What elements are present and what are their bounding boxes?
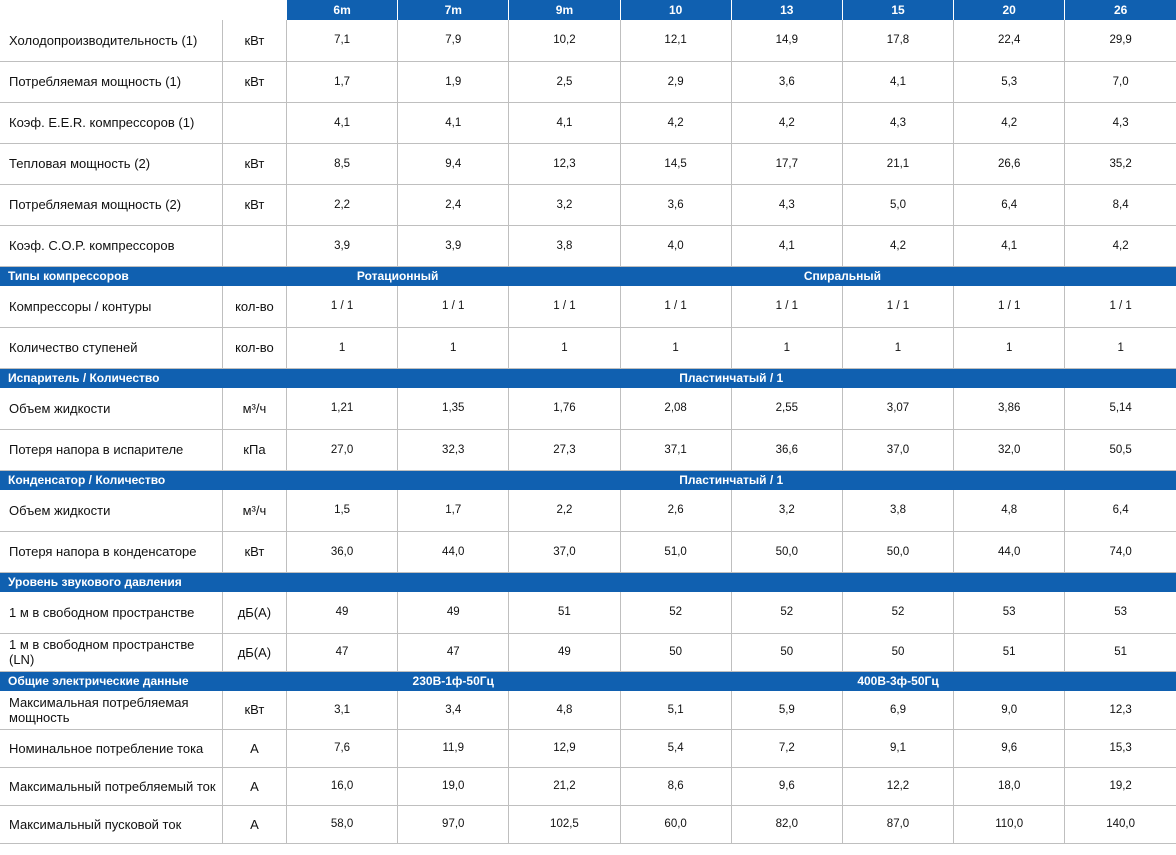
- value-cell: 6,4: [1065, 490, 1176, 531]
- section-compressors: [0, 266, 1176, 286]
- value-cell: 74,0: [1065, 531, 1176, 572]
- value-cell: 9,0: [954, 691, 1065, 729]
- value-cell: 50,0: [731, 531, 842, 572]
- param-name: Потеря напора в конденсаторе: [0, 531, 222, 572]
- value-cell: 4,2: [731, 102, 842, 143]
- value-cell: 2,08: [620, 388, 731, 429]
- value-cell: 2,4: [398, 184, 509, 225]
- param-name: 1 м в свободном пространстве: [0, 592, 222, 633]
- value-cell: 5,14: [1065, 388, 1176, 429]
- param-unit: А: [222, 729, 286, 767]
- value-cell: 7,0: [1065, 61, 1176, 102]
- table-row: [0, 102, 1176, 143]
- value-cell: 1 / 1: [398, 286, 509, 327]
- value-cell: 6,9: [842, 691, 953, 729]
- value-cell: 6,4: [954, 184, 1065, 225]
- value-cell: 3,1: [286, 691, 397, 729]
- value-cell: 22,4: [954, 20, 1065, 61]
- value-cell: 8,5: [286, 143, 397, 184]
- value-cell: 8,6: [620, 767, 731, 805]
- value-cell: 52: [620, 592, 731, 633]
- value-cell: 1,76: [509, 388, 620, 429]
- value-cell: 16,0: [286, 767, 397, 805]
- value-cell: 97,0: [398, 805, 509, 843]
- value-cell: 5,0: [842, 184, 953, 225]
- value-cell: 14,9: [731, 20, 842, 61]
- table-row: [0, 184, 1176, 225]
- param-name: Номинальное потребление тока: [0, 729, 222, 767]
- param-unit: кВт: [222, 691, 286, 729]
- value-cell: 4,3: [731, 184, 842, 225]
- value-cell: 14,5: [620, 143, 731, 184]
- value-cell: 1,21: [286, 388, 397, 429]
- value-cell: 50: [620, 633, 731, 671]
- value-cell: 19,0: [398, 767, 509, 805]
- model-header: 7m: [398, 0, 509, 20]
- value-cell: 4,2: [842, 225, 953, 266]
- model-header-row: [0, 0, 1176, 20]
- value-cell: 15,3: [1065, 729, 1176, 767]
- param-name: Компрессоры / контуры: [0, 286, 222, 327]
- section-title: Конденсатор / Количество: [0, 470, 286, 490]
- value-cell: 50,0: [842, 531, 953, 572]
- param-unit: м³/ч: [222, 388, 286, 429]
- value-cell: 21,2: [509, 767, 620, 805]
- param-name: Тепловая мощность (2): [0, 143, 222, 184]
- param-name: Максимальная потребляемая мощность: [0, 691, 222, 729]
- table-row: [0, 225, 1176, 266]
- value-cell: 4,2: [1065, 225, 1176, 266]
- value-cell: 4,1: [509, 102, 620, 143]
- value-cell: 27,3: [509, 429, 620, 470]
- param-unit: кВт: [222, 61, 286, 102]
- model-header: 15: [842, 0, 953, 20]
- param-name: Потеря напора в испарителе: [0, 429, 222, 470]
- value-cell: 3,9: [398, 225, 509, 266]
- value-cell: 3,6: [620, 184, 731, 225]
- value-cell: 9,4: [398, 143, 509, 184]
- value-cell: 52: [842, 592, 953, 633]
- value-cell: 37,0: [842, 429, 953, 470]
- param-name: Максимальный потребляемый ток: [0, 767, 222, 805]
- value-cell: 12,3: [1065, 691, 1176, 729]
- value-cell: 1: [954, 327, 1065, 368]
- section-value: Пластинчатый / 1: [286, 368, 1176, 388]
- value-cell: 4,1: [954, 225, 1065, 266]
- table-row: [0, 20, 1176, 61]
- value-cell: 3,9: [286, 225, 397, 266]
- value-cell: 1,35: [398, 388, 509, 429]
- value-cell: 4,1: [842, 61, 953, 102]
- value-cell: 11,9: [398, 729, 509, 767]
- value-cell: 52: [731, 592, 842, 633]
- value-cell: 4,1: [731, 225, 842, 266]
- value-cell: 5,1: [620, 691, 731, 729]
- value-cell: 29,9: [1065, 20, 1176, 61]
- param-name: Количество ступеней: [0, 327, 222, 368]
- value-cell: 53: [1065, 592, 1176, 633]
- value-cell: 7,6: [286, 729, 397, 767]
- value-cell: 47: [398, 633, 509, 671]
- value-cell: 1,7: [398, 490, 509, 531]
- value-cell: 1: [842, 327, 953, 368]
- value-cell: 44,0: [954, 531, 1065, 572]
- section-electric: [0, 671, 1176, 691]
- table-row: [0, 327, 1176, 368]
- param-name: Максимальный пусковой ток: [0, 805, 222, 843]
- value-cell: 47: [286, 633, 397, 671]
- table-row: [0, 592, 1176, 633]
- value-cell: 1 / 1: [286, 286, 397, 327]
- value-cell: 1: [731, 327, 842, 368]
- value-cell: 3,8: [509, 225, 620, 266]
- table-row: [0, 490, 1176, 531]
- value-cell: 3,8: [842, 490, 953, 531]
- value-cell: 1,7: [286, 61, 397, 102]
- value-cell: 4,8: [509, 691, 620, 729]
- value-cell: 51: [1065, 633, 1176, 671]
- section-group-value: Спиральный: [509, 266, 1176, 286]
- section-group-value: 400В-3ф-50Гц: [620, 671, 1176, 691]
- value-cell: 9,6: [731, 767, 842, 805]
- value-cell: 1 / 1: [620, 286, 731, 327]
- value-cell: 8,4: [1065, 184, 1176, 225]
- value-cell: 5,3: [954, 61, 1065, 102]
- value-cell: 2,55: [731, 388, 842, 429]
- value-cell: 17,7: [731, 143, 842, 184]
- value-cell: 1,9: [398, 61, 509, 102]
- value-cell: 1 / 1: [954, 286, 1065, 327]
- header-blank: [222, 0, 286, 20]
- value-cell: 87,0: [842, 805, 953, 843]
- param-name: Холодопроизводительность (1): [0, 20, 222, 61]
- value-cell: 50: [842, 633, 953, 671]
- value-cell: 49: [286, 592, 397, 633]
- section-condenser: [0, 470, 1176, 490]
- value-cell: 49: [398, 592, 509, 633]
- param-unit: м³/ч: [222, 490, 286, 531]
- param-name: Коэф. E.E.R. компрессоров (1): [0, 102, 222, 143]
- value-cell: 4,1: [398, 102, 509, 143]
- value-cell: 3,6: [731, 61, 842, 102]
- value-cell: 12,9: [509, 729, 620, 767]
- table-row: [0, 143, 1176, 184]
- value-cell: 3,07: [842, 388, 953, 429]
- table-row: [0, 805, 1176, 843]
- value-cell: 7,1: [286, 20, 397, 61]
- value-cell: 5,4: [620, 729, 731, 767]
- value-cell: 32,3: [398, 429, 509, 470]
- param-unit: кол-во: [222, 286, 286, 327]
- value-cell: 2,2: [286, 184, 397, 225]
- value-cell: 82,0: [731, 805, 842, 843]
- value-cell: 50: [731, 633, 842, 671]
- param-unit: А: [222, 767, 286, 805]
- table-row: [0, 429, 1176, 470]
- value-cell: 19,2: [1065, 767, 1176, 805]
- value-cell: 2,2: [509, 490, 620, 531]
- param-unit: кВт: [222, 143, 286, 184]
- table-row: [0, 388, 1176, 429]
- value-cell: 26,6: [954, 143, 1065, 184]
- value-cell: 1: [1065, 327, 1176, 368]
- param-name: Потребляемая мощность (1): [0, 61, 222, 102]
- table-row: [0, 61, 1176, 102]
- value-cell: 4,2: [620, 102, 731, 143]
- value-cell: 32,0: [954, 429, 1065, 470]
- section-sound: [0, 572, 1176, 592]
- param-unit: [222, 225, 286, 266]
- value-cell: 1 / 1: [731, 286, 842, 327]
- value-cell: 9,6: [954, 729, 1065, 767]
- section-title: Типы компрессоров: [0, 266, 286, 286]
- value-cell: 3,2: [731, 490, 842, 531]
- value-cell: 1 / 1: [1065, 286, 1176, 327]
- table-row: [0, 691, 1176, 729]
- value-cell: 110,0: [954, 805, 1065, 843]
- value-cell: 12,1: [620, 20, 731, 61]
- value-cell: 1 / 1: [842, 286, 953, 327]
- section-title: Общие электрические данные: [0, 671, 286, 691]
- value-cell: 4,1: [286, 102, 397, 143]
- model-header: 6m: [286, 0, 397, 20]
- value-cell: 4,3: [842, 102, 953, 143]
- model-header: 9m: [509, 0, 620, 20]
- section-group-value: Ротационный: [286, 266, 508, 286]
- section-title: Испаритель / Количество: [0, 368, 286, 388]
- table-row: [0, 633, 1176, 671]
- value-cell: 7,2: [731, 729, 842, 767]
- section-title: Уровень звукового давления: [0, 572, 1176, 592]
- table-row: [0, 286, 1176, 327]
- model-header: 13: [731, 0, 842, 20]
- value-cell: 5,9: [731, 691, 842, 729]
- value-cell: 53: [954, 592, 1065, 633]
- value-cell: 51: [954, 633, 1065, 671]
- value-cell: 44,0: [398, 531, 509, 572]
- value-cell: 35,2: [1065, 143, 1176, 184]
- value-cell: 50,5: [1065, 429, 1176, 470]
- value-cell: 3,2: [509, 184, 620, 225]
- section-evaporator: [0, 368, 1176, 388]
- param-unit: дБ(А): [222, 592, 286, 633]
- value-cell: 3,4: [398, 691, 509, 729]
- value-cell: 1 / 1: [509, 286, 620, 327]
- value-cell: 1: [398, 327, 509, 368]
- value-cell: 12,2: [842, 767, 953, 805]
- section-group-value: 230В-1ф-50Гц: [286, 671, 620, 691]
- value-cell: 4,2: [954, 102, 1065, 143]
- value-cell: 21,1: [842, 143, 953, 184]
- table-row: [0, 531, 1176, 572]
- value-cell: 51,0: [620, 531, 731, 572]
- value-cell: 2,9: [620, 61, 731, 102]
- param-name: 1 м в свободном пространстве (LN): [0, 633, 222, 671]
- value-cell: 36,6: [731, 429, 842, 470]
- value-cell: 60,0: [620, 805, 731, 843]
- value-cell: 4,3: [1065, 102, 1176, 143]
- param-unit: кВт: [222, 184, 286, 225]
- value-cell: 49: [509, 633, 620, 671]
- header-blank: [0, 0, 222, 20]
- value-cell: 1,5: [286, 490, 397, 531]
- value-cell: 9,1: [842, 729, 953, 767]
- param-unit: А: [222, 805, 286, 843]
- table-row: [0, 767, 1176, 805]
- value-cell: 140,0: [1065, 805, 1176, 843]
- value-cell: 4,0: [620, 225, 731, 266]
- model-header: 10: [620, 0, 731, 20]
- param-unit: кВт: [222, 20, 286, 61]
- value-cell: 2,6: [620, 490, 731, 531]
- param-unit: кВт: [222, 531, 286, 572]
- value-cell: 37,1: [620, 429, 731, 470]
- param-unit: дБ(А): [222, 633, 286, 671]
- value-cell: 1: [620, 327, 731, 368]
- value-cell: 102,5: [509, 805, 620, 843]
- param-name: Объем жидкости: [0, 388, 222, 429]
- param-unit: [222, 102, 286, 143]
- value-cell: 10,2: [509, 20, 620, 61]
- value-cell: 37,0: [509, 531, 620, 572]
- value-cell: 2,5: [509, 61, 620, 102]
- value-cell: 7,9: [398, 20, 509, 61]
- value-cell: 1: [286, 327, 397, 368]
- param-name: Объем жидкости: [0, 490, 222, 531]
- value-cell: 18,0: [954, 767, 1065, 805]
- model-header: 20: [954, 0, 1065, 20]
- value-cell: 12,3: [509, 143, 620, 184]
- param-unit: кол-во: [222, 327, 286, 368]
- value-cell: 3,86: [954, 388, 1065, 429]
- param-unit: кПа: [222, 429, 286, 470]
- value-cell: 58,0: [286, 805, 397, 843]
- value-cell: 36,0: [286, 531, 397, 572]
- param-name: Коэф. C.O.P. компрессоров: [0, 225, 222, 266]
- value-cell: 27,0: [286, 429, 397, 470]
- value-cell: 4,8: [954, 490, 1065, 531]
- value-cell: 51: [509, 592, 620, 633]
- table-row: [0, 729, 1176, 767]
- param-name: Потребляемая мощность (2): [0, 184, 222, 225]
- model-header: 26: [1065, 0, 1176, 20]
- value-cell: 1: [509, 327, 620, 368]
- section-value: Пластинчатый / 1: [286, 470, 1176, 490]
- value-cell: 17,8: [842, 20, 953, 61]
